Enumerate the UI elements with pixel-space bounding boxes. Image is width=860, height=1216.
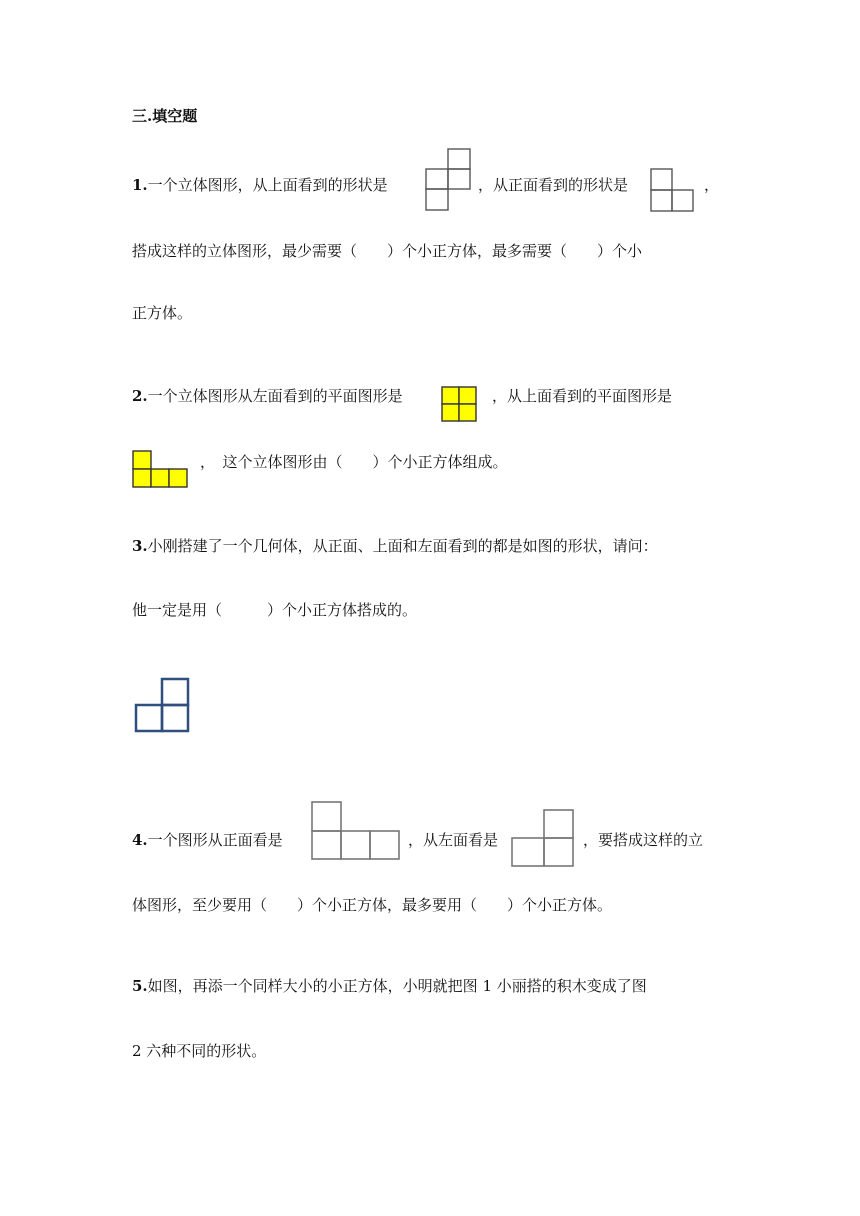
question-2-text-1: 一个立体图形从左面看到的平面图形是 [147, 387, 403, 405]
question-4-line-2: 体图形，至少要用（ ）个小正方体，最多要用（ ）个小正方体。 [132, 896, 613, 914]
question-1-number: 1. [132, 176, 148, 194]
question-1-line-3: 正方体。 [132, 304, 193, 322]
q4-left-view-figure [511, 809, 575, 867]
q3-view-figure [134, 677, 190, 733]
question-4-number: 4. [132, 831, 148, 849]
question-2-number: 2. [132, 387, 148, 405]
question-1-text-2: ，从正面看到的形状是 [478, 176, 629, 194]
question-3-line-1 [132, 536, 658, 556]
q2-top-view-figure [132, 450, 188, 488]
question-2-text-2: ，从上面看到的平面图形是 [492, 387, 673, 405]
question-3-text-1: 小刚搭建了一个几何体，从正面、上面和左面看到的都是如图的形状，请问： [147, 537, 658, 555]
section-title: 三.填空题 [132, 107, 198, 125]
question-1-text-3: ， [704, 176, 720, 194]
question-1-text-1: 一个立体图形，从上面看到的形状是 [147, 176, 388, 194]
q4-front-view-figure [311, 801, 401, 861]
q1-front-view-figure [650, 168, 694, 212]
question-1-line-1 [132, 175, 388, 195]
question-4-line-1 [132, 830, 283, 850]
question-4-text-3: ，要搭成这样的立 [583, 831, 704, 849]
question-5-number: 5. [132, 977, 148, 995]
question-4-text-2: ，从左面看是 [408, 831, 499, 849]
question-5-text-1: 如图，再添一个同样大小的小正方体，小明就把图 1 小丽搭的积木变成了图 [147, 977, 647, 995]
question-5-line-1 [132, 976, 647, 996]
question-5-line-2: 2 六种不同的形状。 [132, 1042, 267, 1060]
question-4-text-1: 一个图形从正面看是 [147, 831, 283, 849]
question-2-line-1 [132, 386, 403, 406]
question-3-number: 3. [132, 537, 148, 555]
question-2-text-3: ， 这个立体图形由（ ）个小正方体组成。 [200, 453, 508, 471]
question-1-line-2: 搭成这样的立体图形，最少需要（ ）个小正方体，最多需要（ ）个小 [132, 242, 643, 260]
q1-top-view-figure [425, 148, 471, 212]
q2-left-view-figure [441, 386, 478, 422]
question-3-line-2: 他一定是用（ ）个小正方体搭成的。 [132, 601, 418, 619]
